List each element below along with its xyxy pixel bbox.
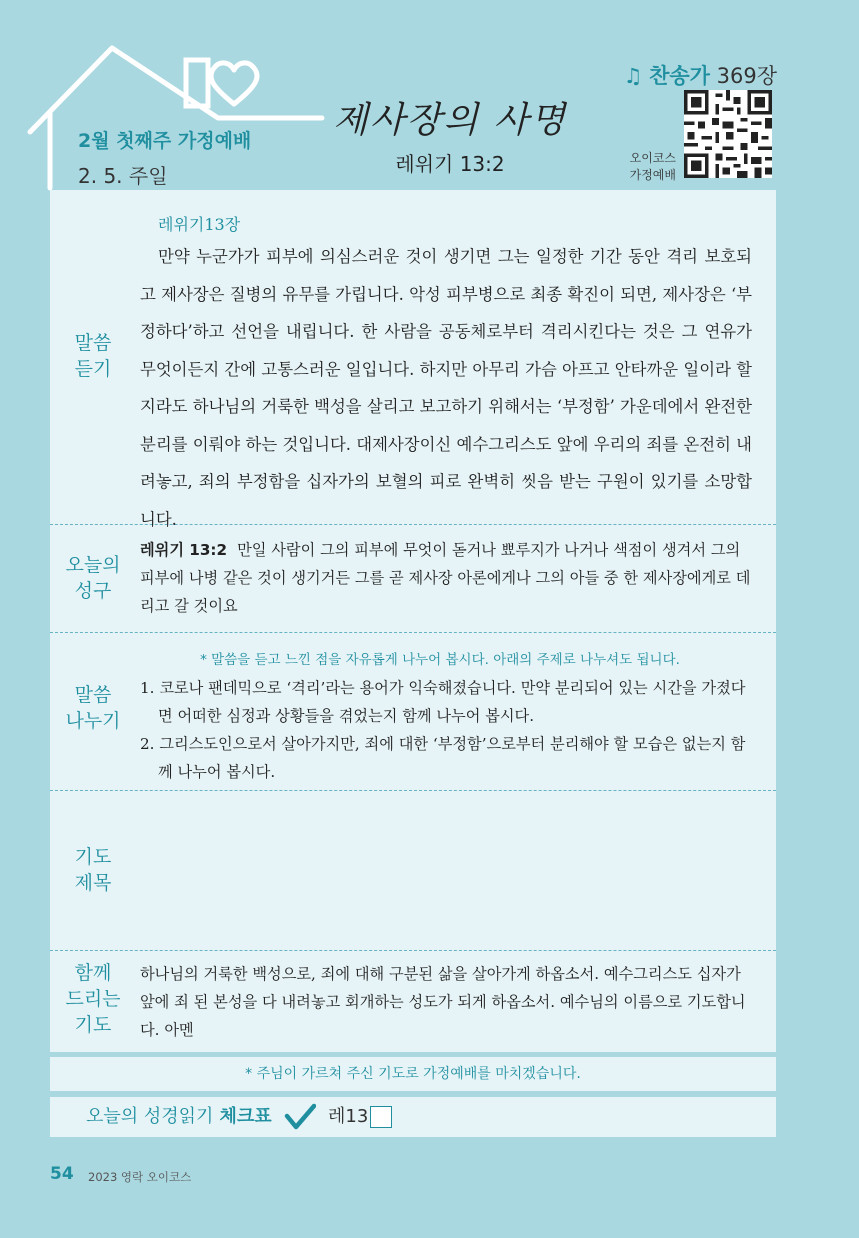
checklist-label: 체크표: [219, 1106, 272, 1127]
label-line: 기도: [74, 846, 112, 868]
worship-date: 2. 5. 주일: [78, 164, 168, 188]
section-label-listen: [50, 330, 136, 382]
qr-label-line1: 오이코스: [629, 151, 676, 165]
hymn-label: 찬송가: [649, 64, 710, 88]
share-questions: [140, 674, 752, 786]
label-line: 함께: [74, 962, 112, 984]
label-line: 말씀: [74, 332, 112, 354]
share-question: 2. 그리스도인으로서 살아가지만, 죄에 대한 ‘부정함’으로부터 분리해야 할 모습은 없는지 함께 나누어 봅시다.: [140, 735, 746, 781]
closing-note: * 주님이 가르쳐 주신 기도로 가정예배를 마치겠습니다.: [50, 1057, 776, 1091]
label-line: 오늘의: [65, 554, 121, 576]
checkmark-icon: [284, 1101, 316, 1133]
prayer-text: 하나님의 거룩한 백성으로, 죄에 대해 구분된 삶을 살아가게 하옵소서. 예수그리스도 십자가 앞에 죄 된 본성을 다 내려놓고 회개하는 성도가 되게 하옵소서. 예수님의 이름으로 기도합니다. 아멘: [140, 965, 746, 1039]
section-label-share: [50, 682, 136, 734]
reading-checkbox[interactable]: [370, 1106, 392, 1128]
reading-label: 오늘의 성경읽기: [86, 1106, 214, 1127]
share-question: 1. 코로나 팬데믹으로 ‘격리’라는 용어가 익숙해졌습니다. 만약 분리되어 있는 시간을 가졌다면 어떠한 심정과 상황들을 겪었는지 함께 나누어 봅시다.: [140, 679, 746, 725]
reading-book: 레13: [328, 1106, 369, 1127]
label-line: 말씀: [74, 684, 112, 706]
section-listen: [50, 190, 776, 529]
week-title: 2월 첫째주 가정예배: [78, 130, 252, 152]
worship-card: [50, 190, 776, 1052]
label-line: 나누기: [65, 710, 121, 732]
verse-body: [140, 536, 752, 620]
hymn-number: 369장: [716, 64, 777, 88]
label-line: 성구: [74, 580, 112, 602]
publication-title: 2023 영락 오이코스: [88, 1170, 192, 1184]
section-verse: [50, 524, 776, 633]
section-label-verse: [50, 552, 136, 604]
listen-subheading: 레위기13장: [158, 215, 241, 234]
label-line: 듣기: [74, 358, 112, 380]
verse-reference: 레위기 13:2: [140, 541, 228, 559]
bible-reading-checklist: [50, 1097, 776, 1137]
hymn-info: [624, 60, 777, 90]
qr-code-icon[interactable]: [684, 90, 772, 178]
heart-icon: [211, 63, 257, 104]
qr-label-line2: 가정예배: [629, 168, 676, 182]
section-label-prayer-topic: [50, 844, 136, 896]
qr-label: [604, 150, 676, 184]
sermon-scripture: 레위기 13:2: [395, 152, 505, 176]
label-line: 기도: [74, 1014, 112, 1036]
sermon-title: 제사장의 사명: [332, 100, 568, 141]
page-number: 54: [50, 1164, 74, 1184]
section-prayer: [50, 950, 776, 1056]
verse-text: 만일 사람이 그의 피부에 무엇이 돋거나 뾰루지가 나거나 색점이 생겨서 그의 피부에 나병 같은 것이 생기거든 그를 곧 제사장 아론에게나 그의 아들 중 한 제사장에게로 데리고 갈 것이요: [140, 541, 751, 615]
label-line: 드리는: [65, 988, 121, 1010]
section-share: [50, 632, 776, 791]
music-note-icon: ♫: [623, 64, 643, 88]
section-prayer-topic: [50, 790, 776, 951]
share-hint: * 말씀을 듣고 느낀 점을 자유롭게 나누어 봅시다. 아래의 주제로 나누셔도 됩니다.: [200, 652, 680, 668]
reading-label-group: [86, 1097, 272, 1137]
label-line: 제목: [74, 872, 112, 894]
listen-body: 만약 누군가가 피부에 의심스러운 것이 생기면 그는 일정한 기간 동안 격리 보호되고 제사장은 질병의 유무를 가립니다. 악성 피부병으로 최종 확진이 되면, 제사장은 ‘부정하다’하고 선언을 내립니다. 한 사람을 공동체로부터 격리시킨다는 것은 그 연유가 무엇이든지 간에 고통스러운 일입니다. 하지만 아무리 가슴 아프고 안타까운 일이라 할지라도 하나님의 거룩한 백성을 살리고 보고하기 위해서는 ‘부정함’ 가운데에서 완전한 분리를 이뤄야 하는 것입니다. 대제사장이신 예수그리스도 앞에 우리의 죄를 온전히 내려놓고, 죄의 부정함을 십자가의 보혈의 피로 완벽히 씻음 받는 구원이 있기를 소망합니다.: [140, 247, 752, 529]
section-label-prayer: [50, 960, 136, 1038]
